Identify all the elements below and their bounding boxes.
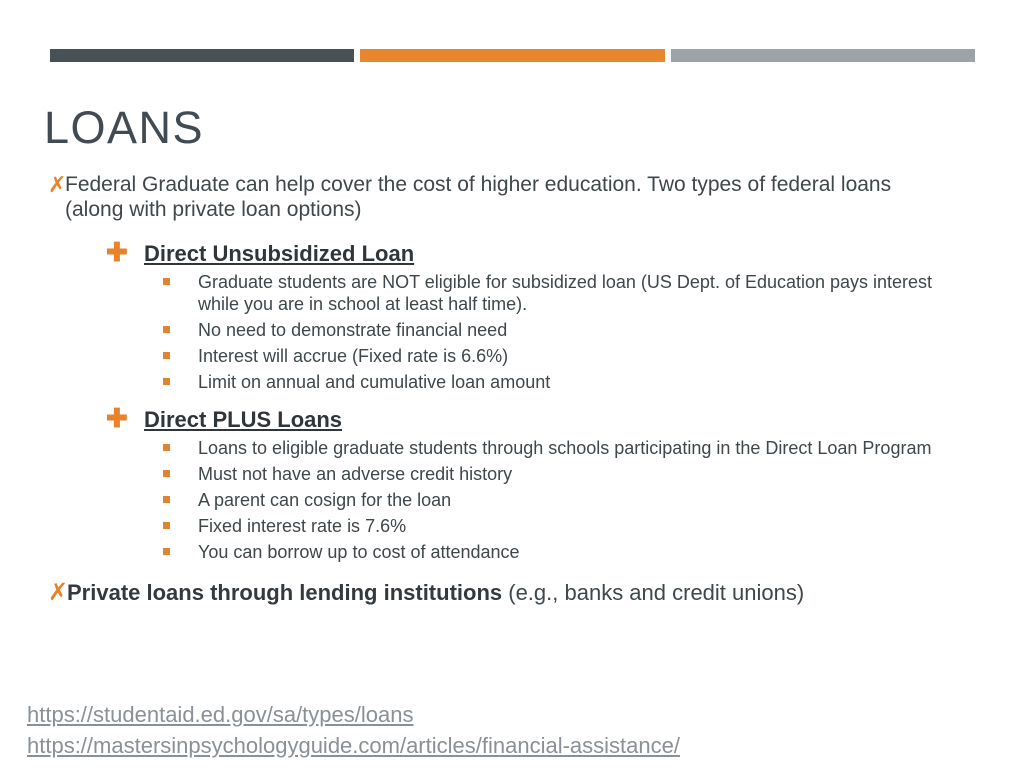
plus-bullet-icon: ✚ [106,237,128,267]
reference-links [27,701,680,759]
list-item-text: Limit on annual and cumulative loan amount [198,372,551,392]
list-item-text: Fixed interest rate is 7.6% [198,516,407,536]
list-item [163,541,948,563]
square-bullet-icon [163,352,170,359]
heading-direct-unsubsidized [106,239,948,267]
top-accent-bar [50,49,975,62]
accent-bar-segment-dark [50,49,354,62]
bullet-private-loans [48,579,948,606]
list-item-text: Must not have an adverse credit history [198,464,513,484]
x-bullet-icon: ✗ [48,579,69,606]
list-item-text: Graduate students are NOT eligible for subsidized loan (US Dept. of Education pays interest while you are in school at least half time). [198,272,933,314]
direct-unsubsidized-list [48,271,948,393]
list-item [163,463,948,485]
square-bullet-icon [163,444,170,451]
square-bullet-icon [163,278,170,285]
list-item [163,345,948,367]
private-loans-regular-text: (e.g., banks and credit unions) [502,580,805,605]
square-bullet-icon [163,378,170,385]
heading-direct-plus [106,405,948,433]
list-item-text: You can borrow up to cost of attendance [198,542,520,562]
link-studentaid[interactable]: https://studentaid.ed.gov/sa/types/loans [27,702,414,727]
direct-plus-list [48,437,948,563]
x-bullet-icon: ✗ [48,172,67,197]
list-item [163,371,948,393]
list-item [163,515,948,537]
list-item-text: No need to demonstrate financial need [198,320,508,340]
accent-bar-segment-orange [360,49,664,62]
heading-direct-unsubsidized-text: Direct Unsubsidized Loan [144,241,415,266]
list-item-text: Loans to eligible graduate students through schools participating in the Direct Loan Program [198,438,932,458]
list-item-text: Interest will accrue (Fixed rate is 6.6%) [198,346,509,366]
square-bullet-icon [163,496,170,503]
list-item-text: A parent can cosign for the loan [198,490,452,510]
list-item [163,437,948,459]
list-item [163,319,948,341]
accent-bar-segment-gray [671,49,975,62]
list-item [163,489,948,511]
plus-bullet-icon: ✚ [106,403,128,433]
slide-title: LOANS [44,102,205,153]
square-bullet-icon [163,548,170,555]
heading-direct-plus-text: Direct PLUS Loans [144,407,343,432]
bullet-federal-graduate-text: Federal Graduate can help cover the cost of higher education. Two types of federal loans (along with private loan options) [65,173,892,221]
square-bullet-icon [163,522,170,529]
square-bullet-icon [163,326,170,333]
bullet-federal-graduate [48,172,948,222]
link-mastersinpsychologyguide[interactable]: https://mastersinpsychologyguide.com/articles/financial-assistance/ [27,733,680,758]
list-item [163,271,948,315]
private-loans-bold-text: Private loans through lending institutions [67,580,503,605]
square-bullet-icon [163,470,170,477]
bullet-private-loans-text [67,579,804,606]
slide-body [48,172,948,606]
